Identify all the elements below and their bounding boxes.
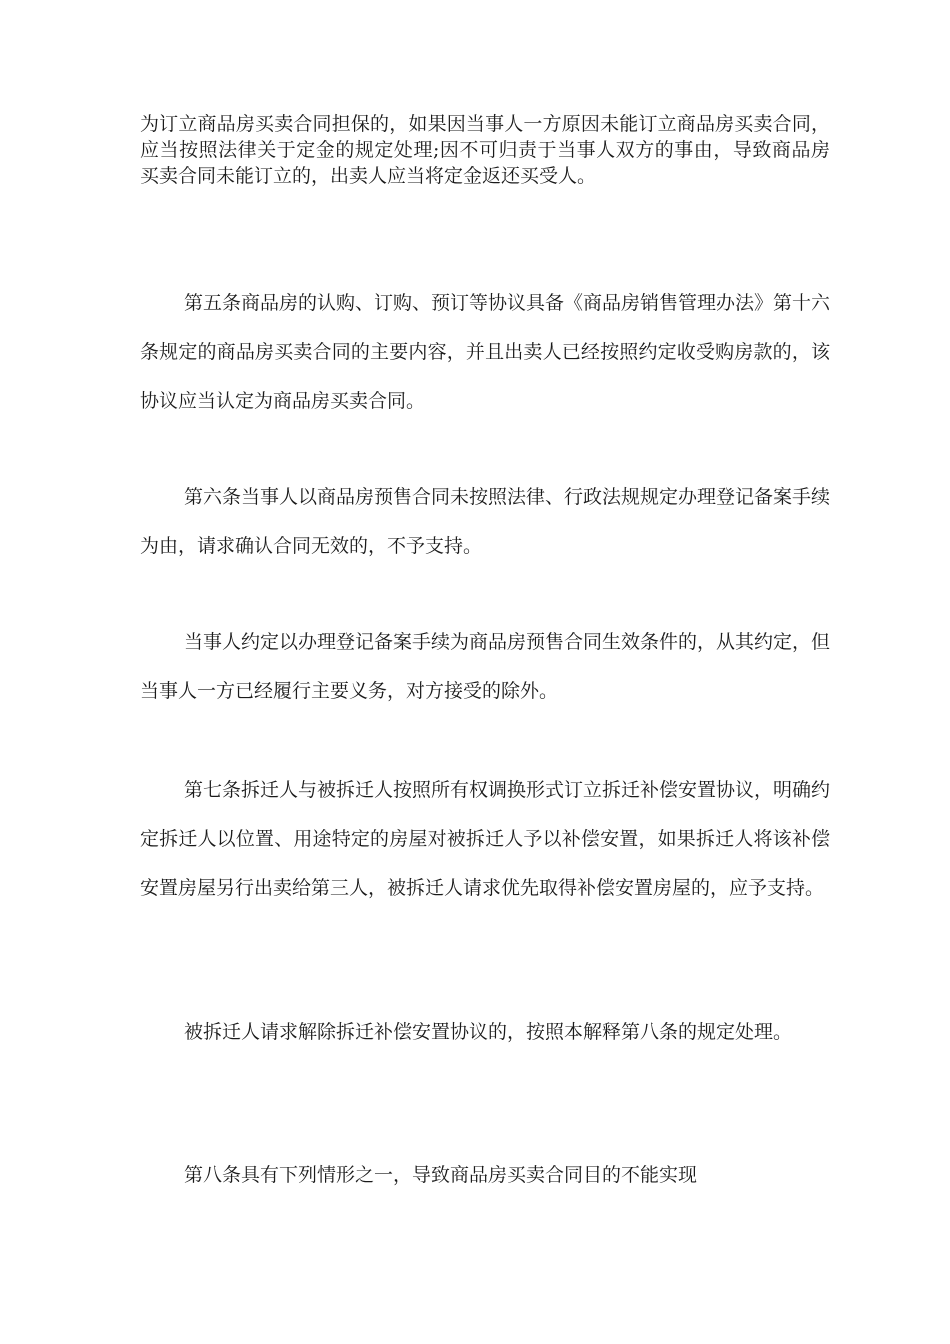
paragraph-article-7: 第七条拆迁人与被拆迁人按照所有权调换形式订立拆迁补偿安置协议，明确约定拆迁人以位置、用途特定的房屋对被拆迁人予以补偿安置，如果拆迁人将该补偿安置房屋另行出卖给第三人，被拆迁人请求优先取得补偿安置房屋的，应予支持。 [140, 779, 831, 899]
paragraph-earnest-money: 为订立商品房买卖合同担保的，如果因当事人一方原因未能订立商品房买卖合同，应当按照法律关于定金的规定处理;因不可归责于当事人双方的事由，导致商品房买卖合同未能订立的，出卖人应当将定金返还买受人。 [140, 113, 830, 187]
paragraph-article-6-condition: 当事人约定以办理登记备案手续为商品房预售合同生效条件的，从其约定，但当事人一方已经履行主要义务，对方接受的除外。 [140, 631, 831, 702]
paragraph-article-8: 第八条具有下列情形之一，导致商品房买卖合同目的不能实现 [184, 1164, 698, 1186]
paragraph-article-5: 第五条商品房的认购、订购、预订等协议具备《商品房销售管理办法》第十六条规定的商品房买卖合同的主要内容，并且出卖人已经按照约定收受购房款的，该协议应当认定为商品房买卖合同。 [140, 292, 831, 412]
paragraph-article-7-termination: 被拆迁人请求解除拆迁补偿安置协议的，按照本解释第八条的规定处理。 [184, 1021, 793, 1043]
paragraph-article-6: 第六条当事人以商品房预售合同未按照法律、行政法规规定办理登记备案手续为由，请求确认合同无效的，不予支持。 [140, 486, 831, 557]
